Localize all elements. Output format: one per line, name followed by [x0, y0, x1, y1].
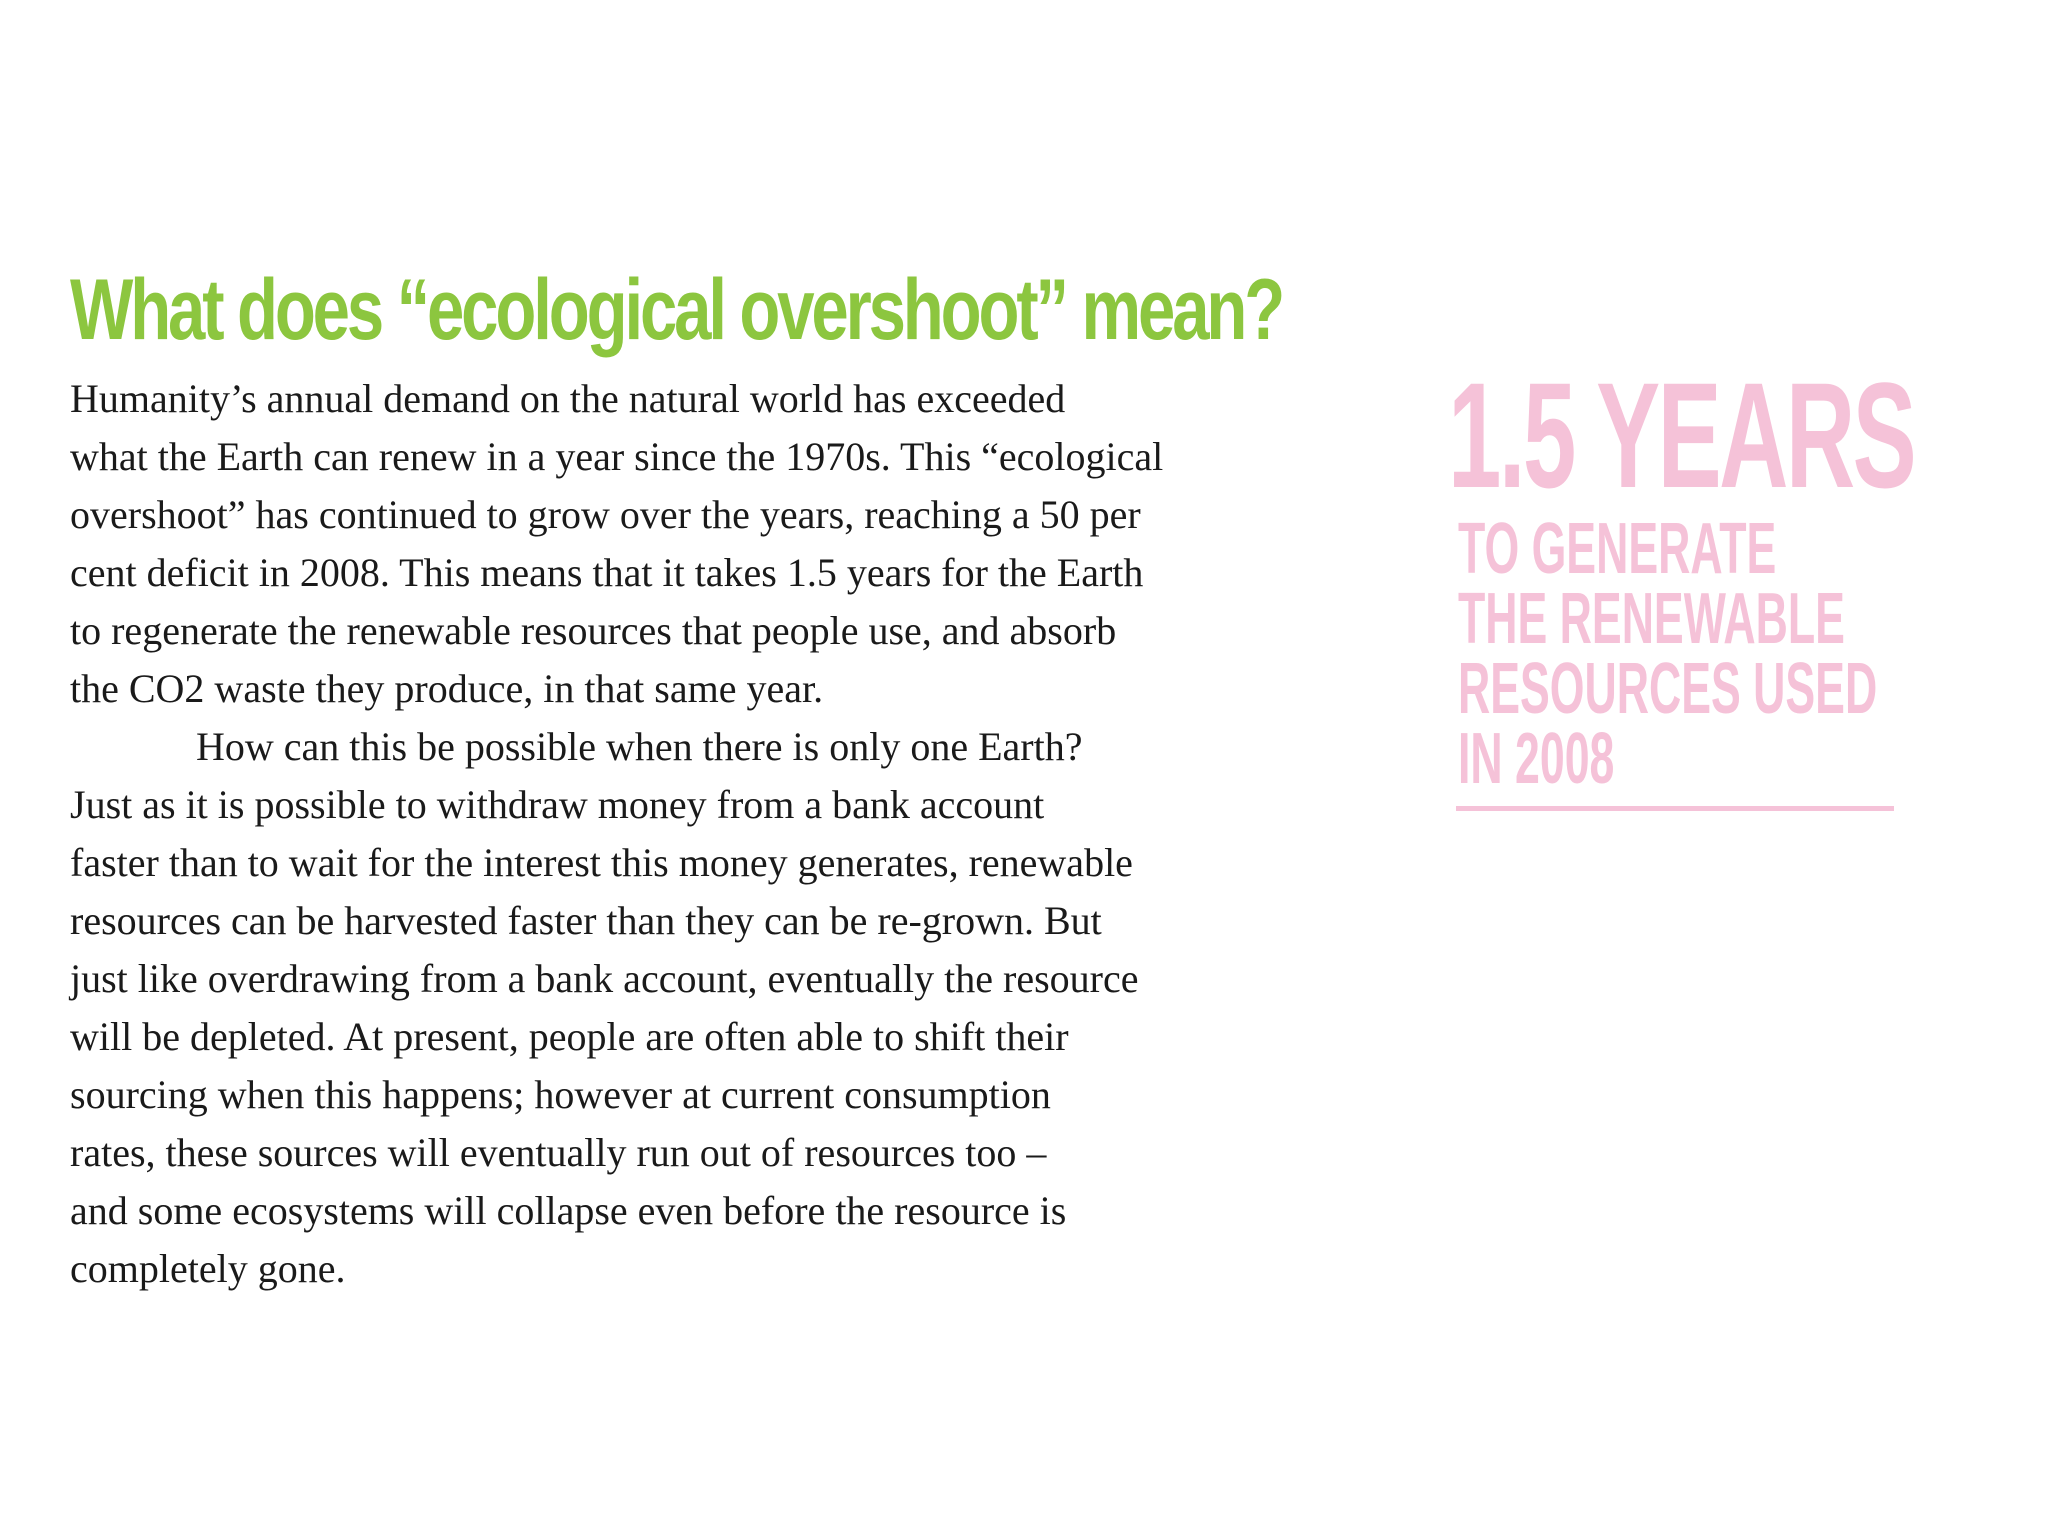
body-text — [70, 370, 1390, 1298]
text-line: cent deficit in 2008. This means that it takes 1.5 years for the Earth — [70, 550, 1144, 595]
text-line: what the Earth can renew in a year since the 1970s. This “ecological — [70, 434, 1164, 479]
text-line: completely gone. — [70, 1246, 346, 1291]
text-line: will be depleted. At present, people are often able to shift their — [70, 1014, 1069, 1059]
paragraph-2 — [70, 718, 1390, 1298]
callout-caption-line: TO GENERATE — [1458, 509, 1777, 589]
text-line: How can this be possible when there is only one Earth? — [196, 724, 1083, 769]
text-line: faster than to wait for the interest this money generates, renewable — [70, 840, 1133, 885]
callout-caption-line: IN 2008 — [1458, 719, 1615, 799]
page-title: What does “ecological overshoot” mean? — [70, 262, 1283, 358]
text-line: Just as it is possible to withdraw money from a bank account — [70, 782, 1045, 827]
text-line: rates, these sources will eventually run out of resources too – — [70, 1130, 1047, 1175]
text-line: resources can be harvested faster than they can be re-grown. But — [70, 898, 1102, 943]
text-line: the CO2 waste they produce, in that same year. — [70, 666, 824, 711]
callout-divider — [1456, 806, 1894, 811]
callout-caption-line: RESOURCES USED — [1458, 649, 1878, 729]
text-line: sourcing when this happens; however at current consumption — [70, 1072, 1051, 1117]
text-line: to regenerate the renewable resources that people use, and absorb — [70, 608, 1117, 653]
text-line: overshoot” has continued to grow over the years, reaching a 50 per — [70, 492, 1141, 537]
callout-figure: 1.5 YEARS — [1448, 351, 1915, 519]
text-line: just like overdrawing from a bank account, eventually the resource — [70, 956, 1139, 1001]
text-line: Humanity’s annual demand on the natural world has exceeded — [70, 376, 1066, 421]
callout-caption — [1458, 509, 1878, 799]
paragraph-1 — [70, 370, 1390, 718]
callout-caption-line: THE RENEWABLE — [1458, 579, 1845, 659]
stat-callout — [1448, 351, 1915, 799]
text-line: and some ecosystems will collapse even before the resource is — [70, 1188, 1067, 1233]
